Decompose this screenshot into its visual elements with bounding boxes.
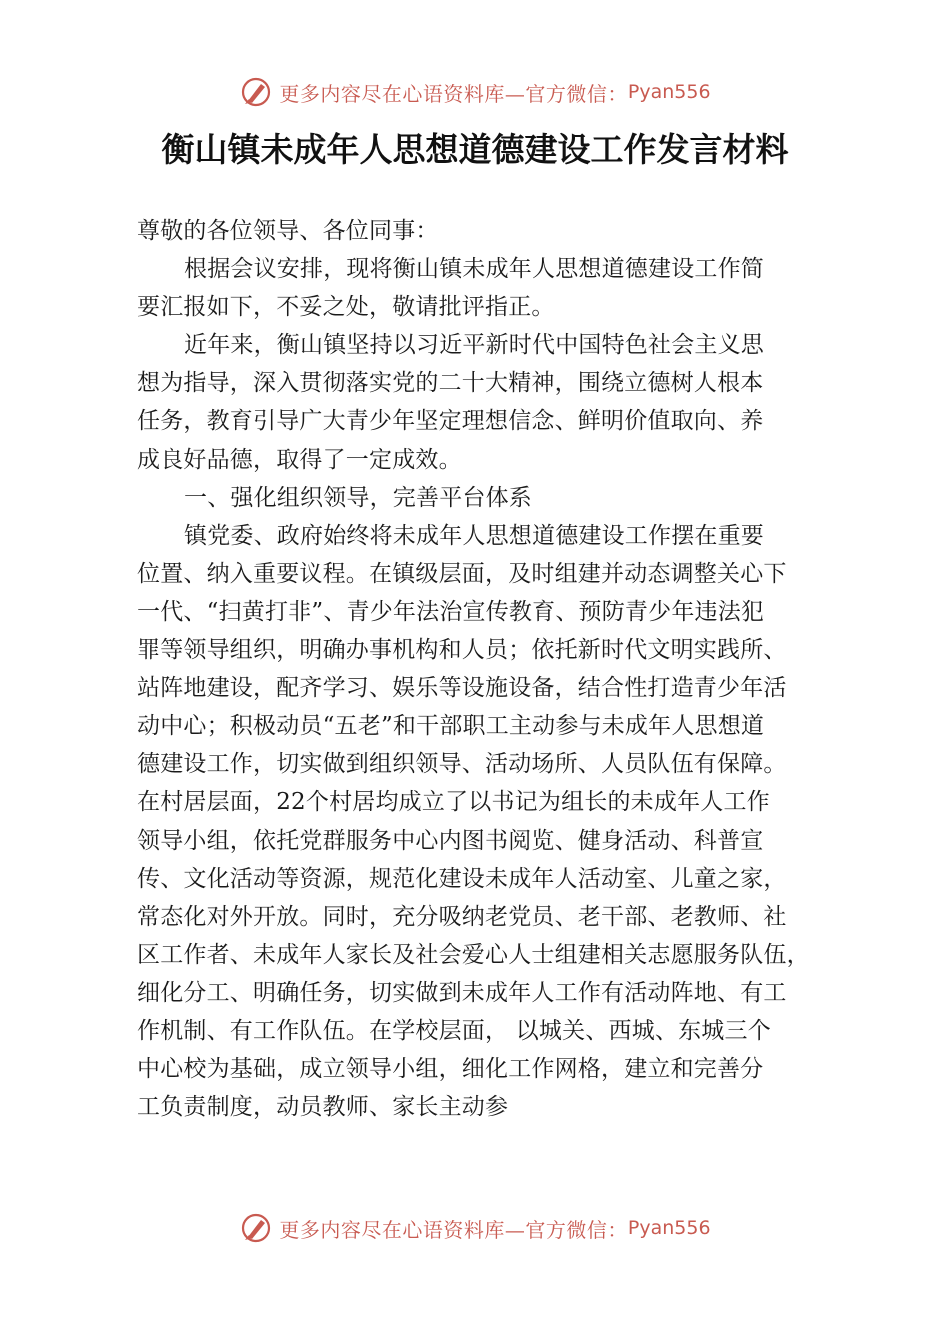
body-line: 镇党委、政府始终将未成年人思想道德建设工作摆在重要: [184, 522, 764, 549]
body-line: 德建设工作，切实做到组织领导、活动场所、人员队伍有保障。: [137, 751, 787, 778]
body-line: 要汇报如下，不妥之处，敬请批评指正。: [137, 294, 555, 321]
body-line: 在村居层面，22个村居均成立了以书记为组长的未成年人工作: [137, 789, 770, 816]
body-line: 站阵地建设，配齐学习、娱乐等设施设备，结合性打造青少年活: [137, 675, 787, 702]
document-body: [137, 212, 837, 1126]
watermark-wechat-id: Pyan556: [627, 1217, 711, 1239]
body-line: 领导小组，依托党群服务中心内图书阅览、健身活动、科普宣: [137, 827, 764, 854]
body-line: 根据会议安排，现将衡山镇未成年人思想道德建设工作简: [184, 256, 764, 283]
document-title: 衡山镇未成年人思想道德建设工作发言材料: [161, 130, 789, 169]
watermark-wechat-id: Pyan556: [627, 81, 711, 103]
watermark-banner-top: [0, 72, 950, 112]
body-line: 传、文化活动等资源，规范化建设未成年人活动室、儿童之家，: [137, 865, 787, 892]
section-heading: 一、强化组织领导，完善平台体系: [184, 484, 532, 511]
body-line: 一代、“扫黄打非”、青少年法治宣传教育、预防青少年违法犯: [137, 598, 765, 625]
body-line: 中心校为基础，成立领导小组，细化工作网格，建立和完善分: [137, 1056, 764, 1083]
body-line: 近年来，衡山镇坚持以习近平新时代中国特色社会主义思: [184, 332, 764, 359]
body-line: 位置、纳入重要议程。在镇级层面，及时组建并动态调整关心下: [137, 560, 787, 587]
body-line: 作机制、有工作队伍。在学校层面， 以城关、西城、东城三个: [137, 1017, 771, 1044]
body-line: 尊敬的各位领导、各位同事：: [137, 218, 439, 244]
watermark-text: 更多内容尽在心语资料库—官方微信：: [279, 1217, 628, 1242]
body-line: 细化分工、明确任务，切实做到未成年人工作有活动阵地、有工: [137, 979, 787, 1006]
pen-nib-logo-icon: [239, 75, 273, 109]
body-line: 动中心；积极动员“五老”和干部职工主动参与未成年人思想道: [137, 713, 765, 740]
body-line: 罪等领导组织，明确办事机构和人员；依托新时代文明实践所、: [137, 637, 787, 664]
body-line: 工负责制度，动员教师、家长主动参: [137, 1094, 509, 1121]
body-line: 想为指导，深入贯彻落实党的二十大精神，围绕立德树人根本: [137, 370, 764, 397]
body-line: 成良好品德，取得了一定成效。: [137, 446, 462, 473]
body-line: 常态化对外开放。同时，充分吸纳老党员、老干部、老教师、社: [137, 903, 787, 930]
body-line: 区工作者、未成年人家长及社会爱心人士组建相关志愿服务队伍，: [137, 941, 810, 968]
watermark-text: 更多内容尽在心语资料库—官方微信：: [279, 81, 628, 106]
watermark-banner-bottom: [0, 1208, 950, 1248]
body-line: 任务，教育引导广大青少年坚定理想信念、鲜明价值取向、养: [137, 408, 764, 435]
pen-nib-logo-icon: [239, 1211, 273, 1245]
